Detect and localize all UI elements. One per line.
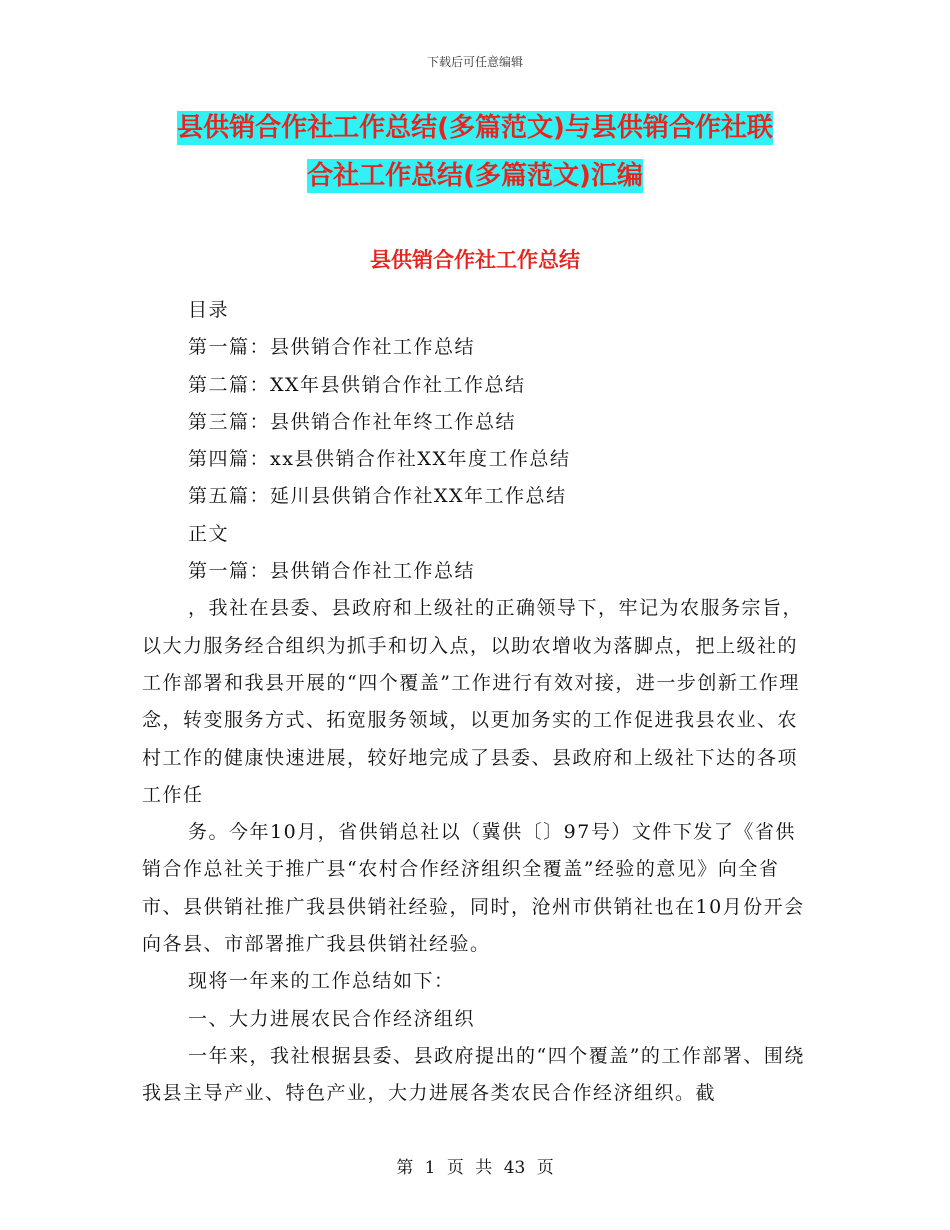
- paragraph: ，我社在县委、县政府和上级社的正确领导下，牢记为农服务宗旨，以大力服务经合组织为抓手和切入点，以助农增收为落脚点，把上级社的工作部署和我县开展的“四个覆盖”工作进行有效对接，进一步创新工作理念，转变服务方式、拓宽服务领域，以更加务实的工作促进我县农业、农村工作的健康快速进展，较好地完成了县委、县政府和上级社下达的各项工作任: [142, 597, 804, 806]
- sub-heading: 一、大力进展农民合作经济组织: [188, 1007, 476, 1030]
- main-text-heading: 正文: [188, 522, 230, 545]
- toc-item: 第四篇：xx县供销合作社XX年度工作总结: [188, 448, 571, 471]
- toc-item: 第一篇：县供销合作社工作总结: [188, 336, 476, 359]
- toc-item: 第二篇：XX年县供销合作社工作总结: [188, 373, 526, 396]
- paragraph: 务。今年10月，省供销总社以（冀供〔〕97号）文件下发了《省供销合作总社关于推广县“农村合作经济组织全覆盖”经验的意见》向全省市、县供销社推广我县供销社经验，同时，沧州市供销社也在10月份开会向各县、市部署推广我县供销社经验。: [142, 821, 805, 956]
- title-line-1: 县供销合作社工作总结(多篇范文)与县供销合作社联: [177, 113, 773, 143]
- paragraph: 一年来，我社根据县委、县政府提出的“四个覆盖”的工作部署、围绕我县主导产业、特色产业，大力进展各类农民合作经济组织。截: [142, 1044, 805, 1105]
- section-title: 县供销合作社工作总结: [370, 248, 580, 272]
- paragraph: 现将一年来的工作总结如下：: [188, 970, 455, 993]
- chapter-title: 第一篇：县供销合作社工作总结: [188, 560, 476, 583]
- toc-heading: 目录: [188, 299, 230, 321]
- title-line-2: 合社工作总结(多篇范文)汇编: [307, 161, 643, 191]
- page-footer: 第 1 页 共 43 页: [396, 1158, 554, 1178]
- toc-item: 第五篇：延川县供销合作社XX年工作总结: [188, 485, 567, 508]
- document-body: [142, 292, 810, 1113]
- document-title: [140, 104, 810, 200]
- toc-item: 第三篇：县供销合作社年终工作总结: [188, 410, 517, 433]
- header-note: 下载后可任意编辑: [426, 55, 523, 69]
